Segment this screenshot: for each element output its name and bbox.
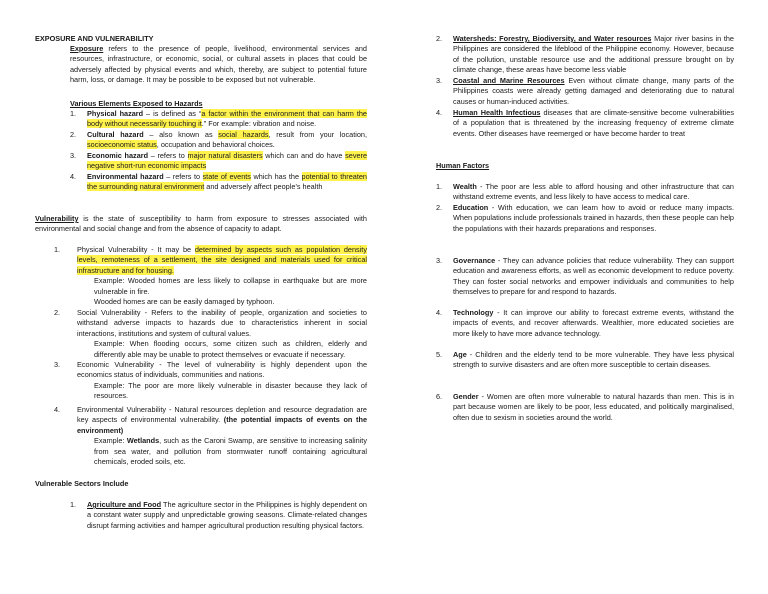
element-item-4: 4. Environmental hazard – refers to state of events which has the potential to threaten the surrounding natural environment and adversely affect people’s health — [70, 172, 367, 192]
vuln-type-3: 3. Economic Vulnerability - The level of vulnerability is highly dependent upon the economics status of individuals, communities and nations. Example: The poor are more likely vulnerable in disaster because they lack of resources. — [54, 360, 367, 401]
factor-technology: 4. Technology - It can improve our ability to forecast extreme events, withstand the impacts of events, and recover afterwards. Wealthier, more educated societies are more likely to have more advance technology. — [436, 308, 734, 338]
sector-item-3: 3. Coastal and Marine Resources Even without climate change, many parts of the Philippines coasts were already getting damaged and deteriorating due to natural causes or human-induced activities. — [436, 76, 734, 106]
element-item-3: 3. Economic hazard – refers to major natural disasters which can and do have severe negative short-run economic impacts — [70, 151, 368, 171]
factor-governance: 3. Governance - They can advance policies that reduce vulnerability. They can support education and awareness efforts, as well as economic development to reduce poverty. They can foster social networks and empower individuals and communities to help themselves to prepare for and respond to hazards. — [436, 256, 734, 297]
vuln-type-4: 4. Environmental Vulnerability - Natural resources depletion and resource degradation are key aspects of environmental vulnerability. (the potential impacts of events on the environment) Example: Wetlands, such as the Caroni Swamp, are sensitive to increasing salinity from sea water, and pollution from stormwater runoff containing agricultural chemicals, eroded soils, etc. — [54, 405, 368, 467]
sector-item-4: 4. Human Health Infectious diseases that are climate-sensitive become vulnerabilities of a population that is threatened by the increasing frequency of extreme climate events. Other diseases have reemerged or have become harder to treat — [436, 108, 735, 138]
factor-education: 2. Education - With education, we can learn how to avoid or reduce many impacts. When populations include professionals trained in hazards, then these people can help the populations with their hazards preparations and responses. — [436, 203, 734, 233]
element-item-2: 2. Cultural hazard – also known as social hazards, result from your location, socioeconomic status, occupation and behavioral choices. — [70, 130, 367, 150]
factor-age: 5. Age - Children and the elderly tend to be more vulnerable. They have less physical strength to survive disasters and are often more susceptible to certain diseases. — [436, 350, 734, 370]
exposure-term: Exposure — [70, 44, 104, 53]
vuln-type-2: 2. Social Vulnerability - Refers to the inability of people, organization and societies to withstand adverse impacts to hazards due to characteristics inherent in social interactions, institutions and system of cultural values. Example: When flooding occurs, some citizen such as children, elderly and differently able may be unable to protect themselves or evacuate if necessary. — [54, 308, 367, 359]
factor-gender: 6. Gender - Women are often more vulnerable to natural hazards than men. This is in part because women are likely to be poor, less educated, and politically marginalised, often due to sexism in societies around the world. — [436, 392, 734, 422]
vulnerability-term: Vulnerability — [35, 214, 79, 223]
element-item-1: 1. Physical hazard – is defined as “a factor within the environment that can harm the body without necessarily touching it.” For example: vibration and noise. — [70, 109, 367, 129]
human-factors-heading: Human Factors — [436, 161, 490, 170]
sector-item-2: 2. Watersheds: Forestry, Biodiversity, and Water resources Major river basins in the Philippines are considered the lifeblood of the Philippine economy. However, because of the pollution, unstable resource use and the additional pressure brought on by climate change, these areas have become less viable — [436, 34, 734, 75]
vulnerable-sectors-heading: Vulnerable Sectors Include — [35, 479, 129, 488]
vuln-type-1: 1. Physical Vulnerability - It may be determined by aspects such as population density levels, remoteness of a settlement, the site designed and materials used for critical infrastructure and for housing. Example: Wooded homes are less likely to collapse in earthquake but are more vulnerable in fire. Wooded homes are can be easily damaged by typhoon. — [54, 245, 367, 307]
factor-wealth: 1. Wealth - The poor are less able to afford housing and other infrastructure that can withstand extreme events, and less likely to have access to medical care. — [436, 182, 734, 202]
elements-heading: Various Elements Exposed to Hazards — [70, 99, 203, 108]
sector-item-1: 1. Agriculture and Food The agriculture sector in the Philippines is highly dependent on a constant water supply and unpredictable growing seasons. Climate-related changes disrupt farming activities and hamper agricultural production resulting physical factors. — [70, 500, 367, 530]
exposure-paragraph: Exposure refers to the presence of people, livelihood, environmental services and resources, infrastructure, or economic, social, or cultural assets in places that could be adversely affected by physical events and which, thereby, are subject to potential future harm, loss, or damage. It may be possible to be exposed but not vulnerable. — [70, 44, 367, 85]
doc-title: EXPOSURE AND VULNERABILITY — [35, 34, 154, 43]
vulnerability-paragraph: Vulnerability is the state of susceptibility to harm from exposure to stresses associated with environmental and social change and from the absence of capacity to adapt. — [35, 214, 367, 234]
